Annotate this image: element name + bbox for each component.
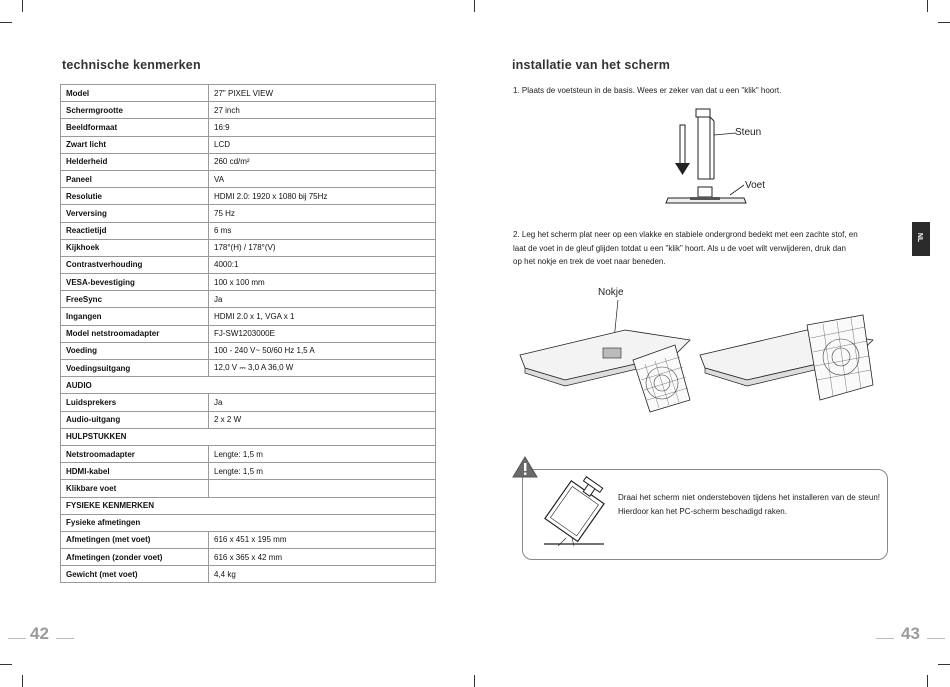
spec-value: Lengte: 1,5 m [209, 463, 436, 480]
spec-subheader: Fysieke afmetingen [61, 514, 436, 531]
table-row [61, 256, 436, 273]
crop-mark [22, 0, 23, 12]
spec-key: Beeldformaat [61, 119, 209, 136]
label-steun: Steun [735, 127, 762, 138]
spec-key: Ingangen [61, 308, 209, 325]
spec-key: Voedingsuitgang [61, 360, 209, 377]
spec-key: Kijkhoek [61, 239, 209, 256]
table-row [61, 205, 436, 222]
crop-mark [938, 664, 950, 665]
table-row [61, 411, 436, 428]
table-row [61, 480, 436, 497]
page-number-left: 42 [30, 624, 49, 643]
table-row [61, 153, 436, 170]
monitor-install-diagram-left [515, 300, 700, 412]
table-row [61, 170, 436, 187]
table-row [61, 394, 436, 411]
warning-text: Draai het scherm niet ondersteboven tijdens het installeren van de steun! Hierdoor kan het PC-scherm beschadigd raken. [618, 493, 880, 516]
spec-key: Model [61, 85, 209, 102]
spec-key: Reactietijd [61, 222, 209, 239]
language-tab-label: NL [916, 232, 924, 243]
spec-key: Netstroomadapter [61, 445, 209, 462]
spec-value: 2 x 2 W [209, 411, 436, 428]
table-row [61, 428, 436, 445]
spec-key: VESA-bevestiging [61, 274, 209, 291]
spec-section-header: HULPSTUKKEN [61, 428, 436, 445]
page-number-right: 43 [901, 624, 920, 643]
spec-value: 27 inch [209, 102, 436, 119]
spec-value: HDMI 2.0: 1920 x 1080 bij 75Hz [209, 188, 436, 205]
spec-key: FreeSync [61, 291, 209, 308]
table-row [61, 342, 436, 359]
spec-value: 100 - 240 V~ 50/60 Hz 1,5 A [209, 342, 436, 359]
spec-key: Klikbare voet [61, 480, 209, 497]
crop-mark [938, 22, 950, 23]
spec-value: 75 Hz [209, 205, 436, 222]
spec-value: VA [209, 170, 436, 187]
step-2-line: laat de voet in de gleuf glijden totdat u een "klik" hoort. Als u de voet wilt verwijderen, druk dan [513, 243, 846, 253]
table-row [61, 360, 436, 377]
table-row [61, 377, 436, 394]
crop-mark [927, 675, 928, 687]
spec-key: Voeding [61, 342, 209, 359]
spec-value: 12,0 V ⎓ 3,0 A 36,0 W [209, 360, 436, 377]
crop-mark [0, 22, 12, 23]
spec-key: Paneel [61, 170, 209, 187]
spec-key: Helderheid [61, 153, 209, 170]
label-voet: Voet [745, 180, 766, 191]
table-row [61, 463, 436, 480]
warning-triangle-icon [512, 456, 538, 478]
table-row [61, 531, 436, 548]
spec-value: 260 cd/m² [209, 153, 436, 170]
spec-key: Luidsprekers [61, 394, 209, 411]
page-number-rule [876, 638, 894, 639]
spec-value: LCD [209, 136, 436, 153]
spec-value: 616 x 451 x 195 mm [209, 531, 436, 548]
spec-key: Resolutie [61, 188, 209, 205]
spec-key: HDMI-kabel [61, 463, 209, 480]
crop-mark [927, 0, 928, 12]
table-row [61, 85, 436, 102]
table-row [61, 514, 436, 531]
spec-key: Zwart licht [61, 136, 209, 153]
crop-mark [474, 0, 475, 12]
table-row [61, 239, 436, 256]
label-nokje: Nokje [598, 287, 624, 298]
spec-value [209, 480, 436, 497]
page-title-left: technische kenmerken [62, 58, 201, 72]
page-number-rule [56, 638, 74, 639]
table-row [61, 445, 436, 462]
spec-key: Afmetingen (met voet) [61, 531, 209, 548]
spec-value: HDMI 2.0 x 1, VGA x 1 [209, 308, 436, 325]
spec-value: Ja [209, 291, 436, 308]
spec-key: Schermgrootte [61, 102, 209, 119]
spec-key: Gewicht (met voet) [61, 566, 209, 583]
language-tab [912, 222, 930, 256]
table-row [61, 291, 436, 308]
crop-mark [0, 664, 12, 665]
spec-value: 16:9 [209, 119, 436, 136]
page-title-right: installatie van het scherm [512, 58, 671, 72]
spec-value: Lengte: 1,5 m [209, 445, 436, 462]
table-row [61, 102, 436, 119]
spec-section-header: FYSIEKE KENMERKEN [61, 497, 436, 514]
table-row [61, 222, 436, 239]
table-row [61, 188, 436, 205]
spec-value: Ja [209, 394, 436, 411]
spec-table [60, 84, 436, 583]
upside-down-monitor-icon [538, 480, 608, 550]
table-row [61, 119, 436, 136]
stand-diagram [660, 105, 780, 215]
table-row [61, 549, 436, 566]
spec-key: Contrastverhouding [61, 256, 209, 273]
spec-value: 100 x 100 mm [209, 274, 436, 291]
spec-key: Audio-uitgang [61, 411, 209, 428]
spec-value: 6 ms [209, 222, 436, 239]
table-row [61, 274, 436, 291]
table-row [61, 325, 436, 342]
step-2-line: op het nokje en trek de voet naar beneden. [513, 257, 666, 266]
crop-mark [474, 675, 475, 687]
spec-key: Afmetingen (zonder voet) [61, 549, 209, 566]
crop-mark [22, 675, 23, 687]
table-row [61, 308, 436, 325]
step-1-text: 1. Plaats de voetsteun in de basis. Wees er zeker van dat u een "klik" hoort. [513, 86, 782, 95]
spec-value: 616 x 365 x 42 mm [209, 549, 436, 566]
spec-value: 27" PIXEL VIEW [209, 85, 436, 102]
page-number-rule [927, 638, 945, 639]
spec-key: Model netstroomadapter [61, 325, 209, 342]
spec-value: 4,4 kg [209, 566, 436, 583]
spec-section-header: AUDIO [61, 377, 436, 394]
spec-value: FJ-SW1203000E [209, 325, 436, 342]
page-number-rule [8, 638, 26, 639]
table-row [61, 566, 436, 583]
spec-value: 4000:1 [209, 256, 436, 273]
table-row [61, 497, 436, 514]
step-2-text [513, 228, 858, 269]
table-row [61, 136, 436, 153]
step-2-line: 2. Leg het scherm plat neer op een vlakke en stabiele ondergrond bedekt met een zachte stof, en [513, 230, 858, 239]
spec-key: Verversing [61, 205, 209, 222]
spec-value: 178°(H) / 178°(V) [209, 239, 436, 256]
monitor-install-diagram-right [695, 300, 885, 412]
